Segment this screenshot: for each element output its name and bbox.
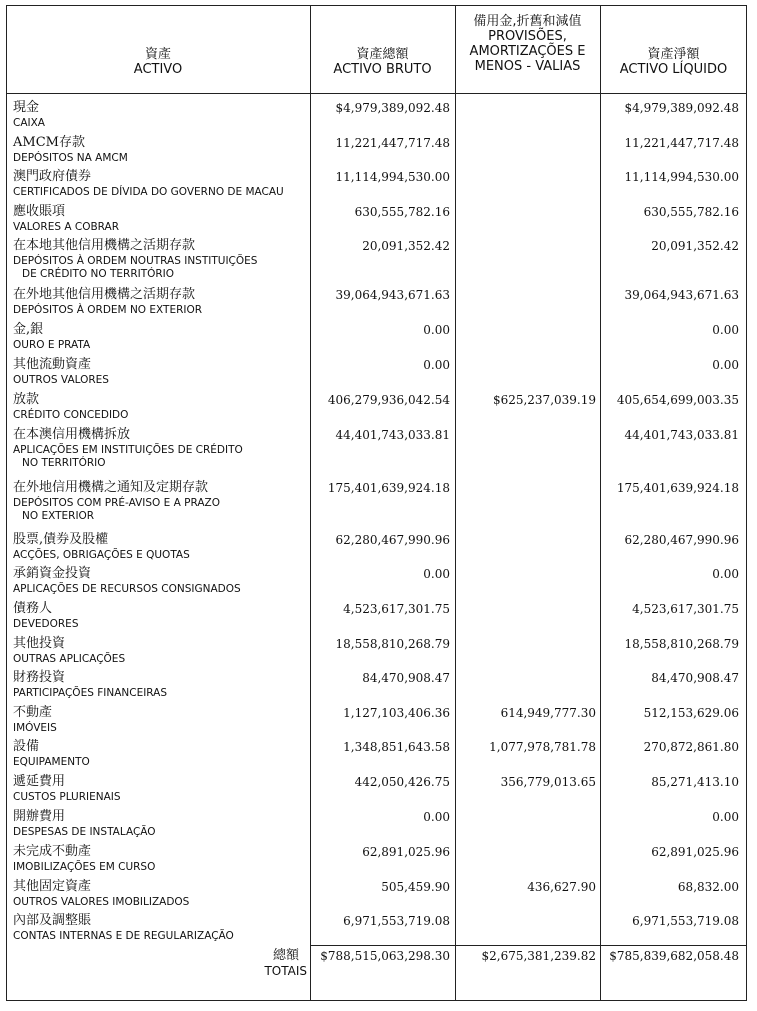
- row-label-pt: EQUIPAMENTO: [13, 756, 90, 768]
- row-label-zh: 在本地其他信用機構之活期存款: [13, 238, 196, 253]
- row-label-pt: OUTROS VALORES: [13, 374, 109, 386]
- header-gross-zh: 資產總額: [356, 47, 409, 62]
- net-value: 175,401,639,924.18: [616, 481, 739, 495]
- totals-label-zh: 總額: [272, 948, 299, 963]
- net-value: 18,558,810,268.79: [624, 637, 739, 651]
- net-value: 0.00: [712, 567, 739, 581]
- header-net-zh: 資產淨額: [647, 47, 700, 62]
- gross-value: 442,050,426.75: [354, 775, 450, 789]
- row-label-pt: DEPÓSITOS À ORDEM NOUTRAS INSTITUIÇÕES: [13, 255, 258, 267]
- table-row: [0, 913, 757, 948]
- gross-value: 18,558,810,268.79: [335, 637, 450, 651]
- header-asset: [6, 47, 310, 77]
- row-label-pt: IMOBILIZAÇÕES EM CURSO: [13, 861, 156, 873]
- row-label-pt: DEPÓSITOS COM PRÉ-AVISO E A PRAZO: [13, 497, 220, 509]
- total-provision-value: $2,675,381,239.82: [481, 949, 596, 963]
- row-label-zh: 債務人: [13, 601, 53, 616]
- gross-value: 0.00: [423, 358, 450, 372]
- row-label-pt: DEPÓSITOS NA AMCM: [13, 151, 128, 164]
- total-net-value: $785,839,682,058.48: [609, 949, 739, 963]
- table-row: [0, 427, 757, 469]
- table-row: [0, 774, 757, 809]
- row-label-pt: DEPÓSITOS À ORDEM NO EXTERIOR: [13, 304, 203, 316]
- gross-value: 505,459.90: [381, 880, 450, 894]
- row-label-pt: APLICAÇÕES EM INSTITUIÇÕES DE CRÉDITO: [13, 444, 243, 456]
- net-value: 84,470,908.47: [651, 671, 739, 685]
- table-row: [0, 809, 757, 844]
- net-value: 11,114,994,530.00: [624, 170, 739, 184]
- row-label-zh: 財務投資: [13, 670, 66, 685]
- net-value: 6,971,553,719.08: [632, 914, 739, 928]
- header-prov-pt3: MENOS - VALIAS: [474, 59, 581, 74]
- row-label-zh: 放款: [13, 392, 40, 407]
- row-label-zh: 現金: [13, 100, 40, 115]
- row-label-zh: 在外地其他信用機構之活期存款: [13, 287, 196, 302]
- net-value: $4,979,389,092.48: [624, 101, 739, 115]
- net-value: 11,221,447,717.48: [624, 135, 739, 150]
- gross-value: 1,127,103,406.36: [343, 706, 450, 720]
- table-row: [0, 670, 757, 705]
- header-divider: [6, 93, 747, 94]
- net-value: 85,271,413.10: [651, 775, 739, 789]
- table-row: [0, 357, 757, 392]
- gross-value: 39,064,943,671.63: [335, 288, 450, 302]
- row-label-zh: 澳門政府債券: [13, 169, 92, 184]
- row-label-zh: 未完成不動產: [13, 844, 92, 859]
- header-prov-pt1: PROVISÕES,: [488, 29, 567, 44]
- row-label-zh: 股票,債券及股權: [13, 532, 109, 547]
- row-label-pt: VALORES A COBRAR: [13, 220, 120, 233]
- row-label-pt: CONTAS INTERNAS E DE REGULARIZAÇÃO: [13, 930, 234, 942]
- totals-label-pt: TOTAIS: [264, 964, 307, 978]
- table-row: [0, 169, 757, 204]
- gross-value: 175,401,639,924.18: [327, 481, 450, 495]
- row-label-zh: 內部及調整賬: [13, 913, 92, 928]
- gross-value: 62,891,025.96: [362, 845, 450, 859]
- row-label-zh: 其他流動資產: [13, 357, 92, 372]
- row-label-pt: APLICAÇÕES DE RECURSOS CONSIGNADOS: [13, 583, 241, 595]
- header-prov-pt2: AMORTIZAÇÕES E: [469, 44, 586, 59]
- header-net-pt: ACTIVO LÍQUIDO: [619, 62, 728, 77]
- table-row: [0, 844, 757, 879]
- header-asset-zh: 資產: [144, 47, 171, 62]
- gross-value: $4,979,389,092.48: [335, 101, 450, 115]
- gross-value: 62,280,467,990.96: [335, 533, 450, 547]
- row-label-zh: 其他固定資產: [13, 879, 92, 894]
- net-value: 39,064,943,671.63: [624, 288, 739, 302]
- net-value: 68,832.00: [677, 880, 739, 894]
- table-row: [0, 204, 757, 239]
- total-gross-value: $788,515,063,298.30: [320, 949, 450, 963]
- table-row: [0, 566, 757, 601]
- table-row: [0, 322, 757, 357]
- table-row: [0, 392, 757, 427]
- gross-value: 0.00: [423, 810, 450, 824]
- row-label-pt: CERTIFICADOS DE DÍVIDA DO GOVERNO DE MACAU: [13, 186, 284, 198]
- row-label-pt: OUTROS VALORES IMOBILIZADOS: [13, 896, 190, 908]
- net-value: 0.00: [712, 358, 739, 372]
- net-value: 0.00: [712, 810, 739, 824]
- provision-value: 356,779,013.65: [500, 775, 596, 789]
- gross-value: 406,279,936,042.54: [327, 393, 450, 407]
- table-row: [0, 739, 757, 774]
- table-row: [0, 705, 757, 740]
- row-label-pt-continued: NO TERRITÓRIO: [22, 457, 106, 469]
- net-value: 44,401,743,033.81: [624, 428, 739, 442]
- table-row: [0, 135, 757, 170]
- header-prov-zh: 備用金,折舊和減值: [473, 14, 582, 29]
- net-value: 405,654,699,003.35: [616, 393, 739, 407]
- provision-value: 436,627.90: [527, 880, 596, 894]
- row-label-pt-continued: DE CRÉDITO NO TERRITÓRIO: [22, 268, 175, 280]
- net-value: 270,872,861.80: [643, 740, 739, 754]
- gross-value: 6,971,553,719.08: [343, 914, 450, 928]
- gross-value: 4,523,617,301.75: [343, 602, 450, 616]
- row-label-pt: DESPESAS DE INSTALAÇÃO: [13, 826, 156, 838]
- row-label-pt: OURO E PRATA: [13, 339, 91, 351]
- header-net: [600, 47, 747, 77]
- row-label-pt: CRÉDITO CONCEDIDO: [13, 409, 129, 421]
- table-row: [0, 532, 757, 567]
- table-row: [0, 636, 757, 671]
- gross-value: 630,555,782.16: [354, 204, 450, 219]
- row-label-zh: AMCM存款: [13, 134, 85, 150]
- row-label-zh: 遞延費用: [13, 774, 66, 789]
- row-label-zh: 不動產: [13, 705, 53, 720]
- row-label-pt: ACÇÕES, OBRIGAÇÕES E QUOTAS: [13, 549, 190, 561]
- provision-value: $625,237,039.19: [492, 393, 596, 407]
- net-value: 62,891,025.96: [651, 845, 739, 859]
- row-label-pt: DEVEDORES: [13, 618, 79, 630]
- row-label-pt-continued: NO EXTERIOR: [22, 510, 95, 522]
- gross-value: 84,470,908.47: [362, 671, 450, 685]
- table-row: [0, 480, 757, 522]
- gross-value: 0.00: [423, 323, 450, 337]
- provision-value: 1,077,978,781.78: [489, 740, 596, 754]
- gross-value: 11,221,447,717.48: [335, 135, 450, 150]
- header-asset-pt: ACTIVO: [133, 62, 183, 77]
- row-label-zh: 在外地信用機構之通知及定期存款: [13, 480, 209, 495]
- row-label-zh: 開辦費用: [13, 809, 66, 824]
- gross-value: 20,091,352.42: [362, 239, 450, 253]
- net-value: 4,523,617,301.75: [632, 602, 739, 616]
- row-label-zh: 應收賬項: [13, 203, 66, 219]
- header-gross-pt: ACTIVO BRUTO: [333, 62, 432, 77]
- provision-value: 614,949,777.30: [500, 706, 596, 720]
- row-label-pt: PARTICIPAÇÕES FINANCEIRAS: [13, 687, 168, 699]
- gross-value: 1,348,851,643.58: [343, 740, 450, 754]
- row-label-pt: OUTRAS APLICAÇÕES: [13, 653, 126, 665]
- net-value: 62,280,467,990.96: [624, 533, 739, 547]
- header-provisions: [455, 14, 600, 74]
- net-value: 20,091,352.42: [651, 239, 739, 253]
- header-gross: [310, 47, 455, 77]
- gross-value: 44,401,743,033.81: [335, 428, 450, 442]
- row-label-zh: 設備: [13, 739, 40, 754]
- net-value: 630,555,782.16: [643, 204, 739, 219]
- gross-value: 0.00: [423, 567, 450, 581]
- table-row: [0, 100, 757, 135]
- table-row: [0, 287, 757, 322]
- row-label-zh: 其他投資: [13, 636, 66, 651]
- net-value: 0.00: [712, 323, 739, 337]
- row-label-zh: 在本澳信用機構拆放: [13, 427, 131, 442]
- table-row: [0, 879, 757, 914]
- table-row: [0, 238, 757, 280]
- row-label-pt: CUSTOS PLURIENAIS: [13, 791, 121, 803]
- row-label-zh: 金,銀: [13, 322, 44, 337]
- row-label-pt: CAIXA: [13, 117, 45, 129]
- row-label-zh: 承銷資金投資: [13, 566, 92, 581]
- table-row: [0, 601, 757, 636]
- row-label-pt: IMÓVEIS: [13, 722, 57, 734]
- gross-value: 11,114,994,530.00: [335, 170, 450, 184]
- net-value: 512,153,629.06: [643, 706, 739, 720]
